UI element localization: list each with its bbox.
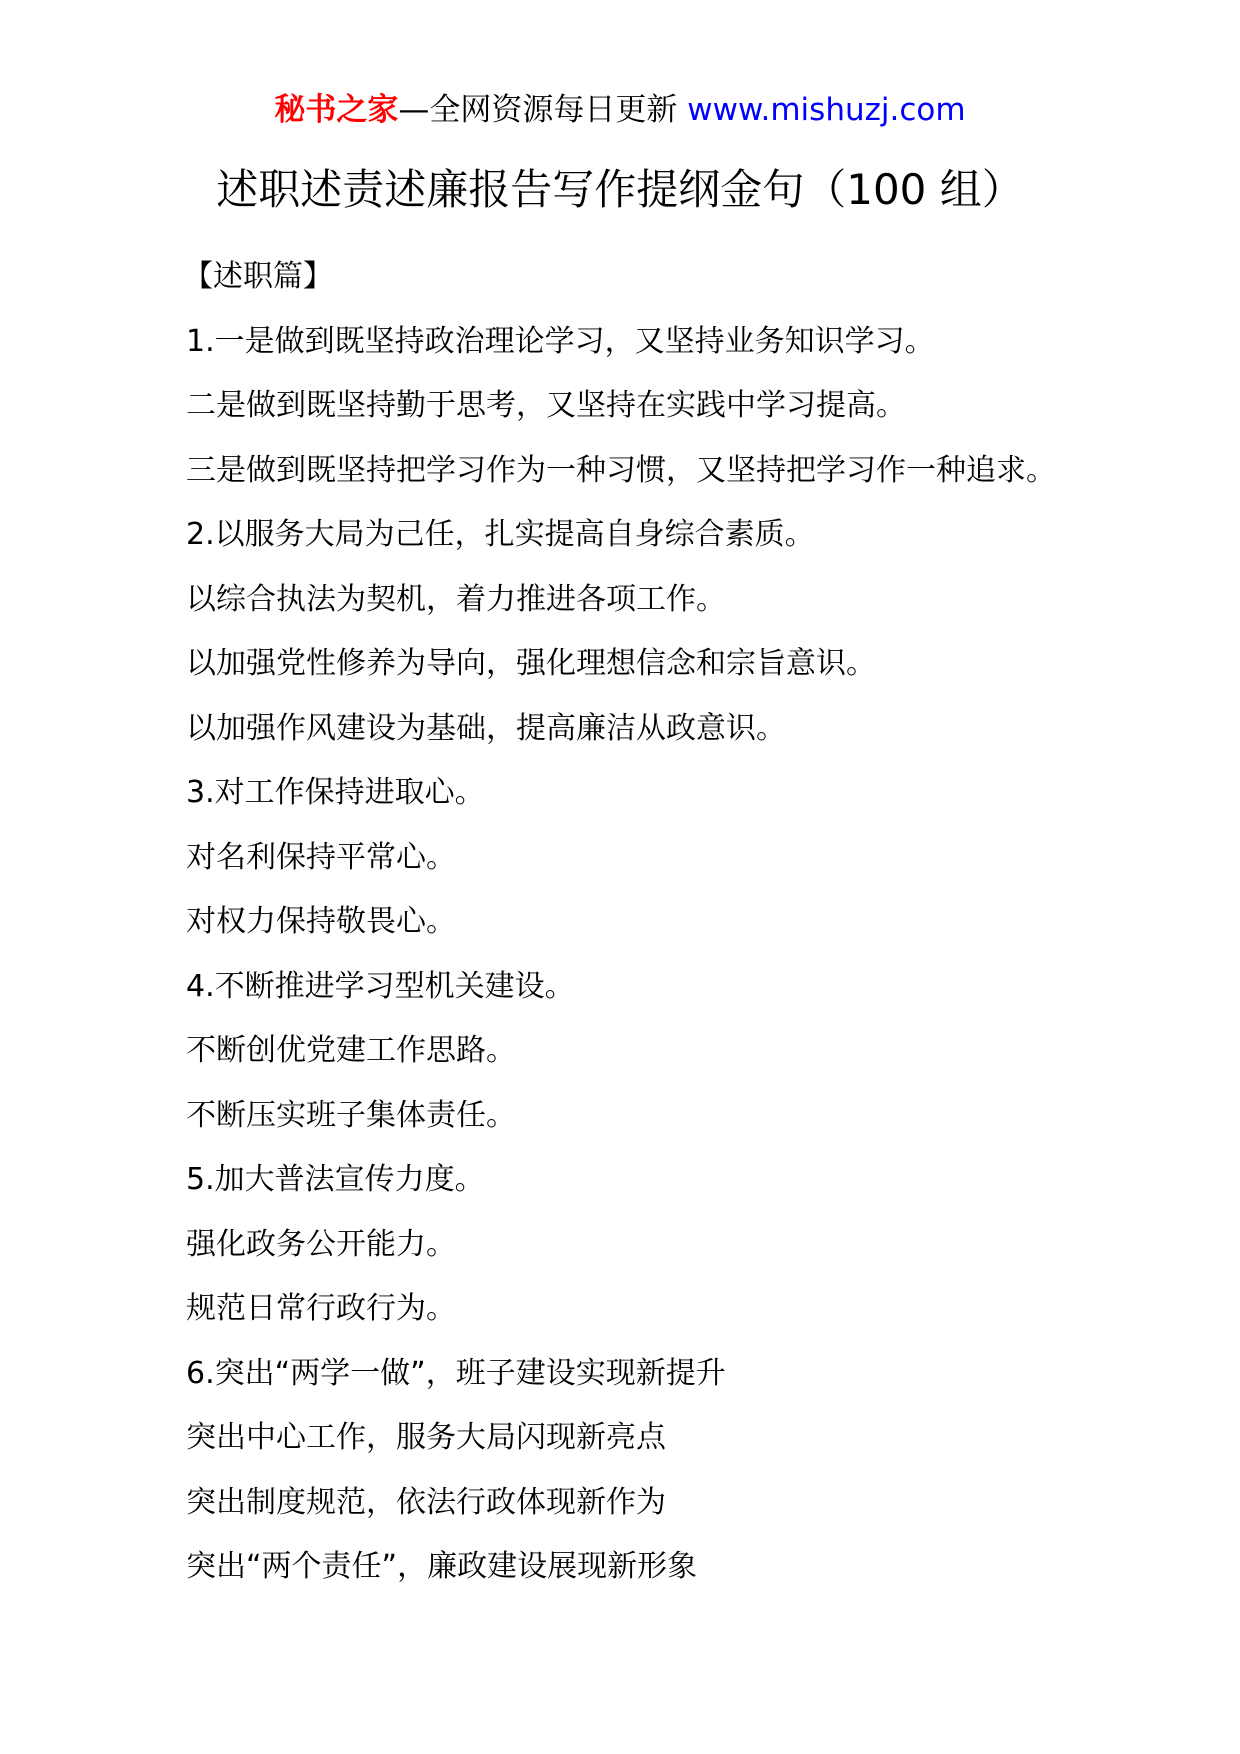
body-line: 以加强党性修养为导向，强化理想信念和宗旨意识。 (186, 646, 876, 681)
section-heading: 【述职篇】 (183, 259, 333, 294)
body-line: 3.对工作保持进取心。 (186, 775, 485, 810)
body-line: 规范日常行政行为。 (186, 1291, 456, 1326)
header-banner (0, 88, 1240, 132)
body-line: 5.加大普法宣传力度。 (186, 1162, 485, 1197)
site-url: www.mishuzj.com (687, 92, 966, 128)
body-line: 突出制度规范，依法行政体现新作为 (186, 1484, 666, 1520)
body-line: 6.突出“两学一做”，班子建设实现新提升 (186, 1355, 726, 1391)
body-line: 不断压实班子集体责任。 (186, 1097, 516, 1133)
body-line: 突出中心工作，服务大局闪现新亮点 (186, 1420, 666, 1455)
document-title: 述职述责述廉报告写作提纲金句（100 组） (216, 165, 1024, 214)
body-line: 对权力保持敬畏心。 (186, 904, 456, 939)
body-line: 以加强作风建设为基础，提高廉洁从政意识。 (186, 710, 786, 746)
body-line: 1.一是做到既坚持政治理论学习，又坚持业务知识学习。 (186, 323, 935, 359)
document-body (183, 245, 1226, 1600)
body-line: 不断创优党建工作思路。 (186, 1033, 516, 1068)
body-line: 强化政务公开能力。 (186, 1226, 456, 1262)
body-line: 三是做到既坚持把学习作为一种习惯，又坚持把学习作一种追求。 (186, 452, 1056, 488)
header-slogan: —全网资源每日更新 (398, 92, 688, 128)
body-line: 以综合执法为契机，着力推进各项工作。 (186, 581, 726, 617)
body-line: 4.不断推进学习型机关建设。 (186, 968, 575, 1004)
body-line: 对名利保持平常心。 (186, 839, 456, 875)
body-line: 2.以服务大局为己任，扎实提高自身综合素质。 (186, 517, 815, 552)
brand-name: 秘书之家 (274, 92, 399, 128)
body-line: 二是做到既坚持勤于思考，又坚持在实践中学习提高。 (186, 388, 906, 423)
body-line: 突出“两个责任”，廉政建设展现新形象 (186, 1549, 698, 1584)
